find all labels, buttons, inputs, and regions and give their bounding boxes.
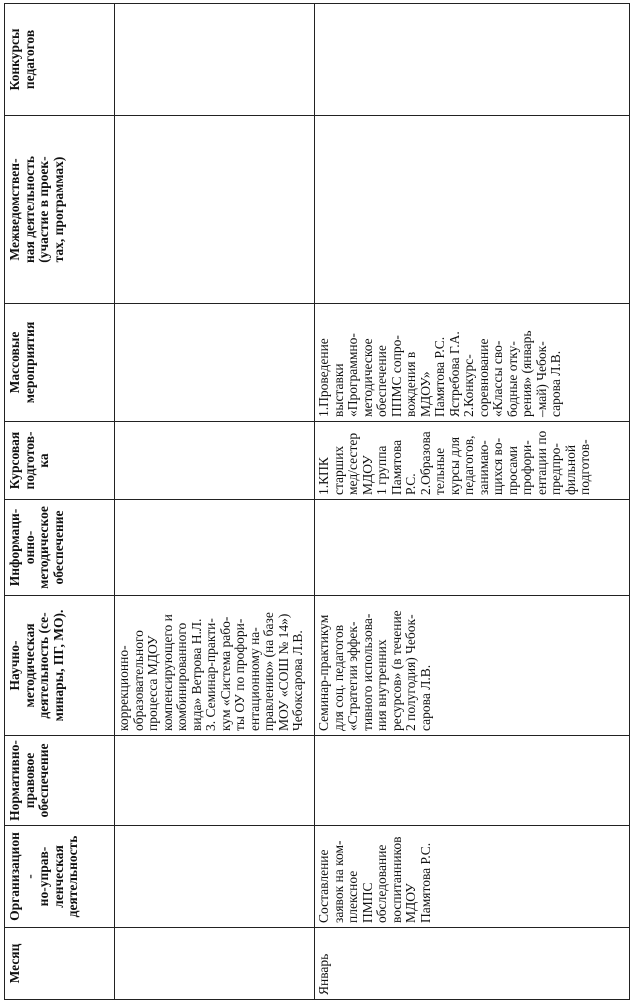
cell-sci: коррекционно- образовательного процесса МДОУ компенсирующего и комбинированного вида» Ветрова Н.Л. 3. Семинар-практи- кум «Система рабо- ты ОУ по профори- ентационному на- правлению» (на базе МОУ «СОШ № 14») Чебоксарова Л.В. <box>115 596 315 736</box>
cell-mass <box>115 304 315 422</box>
cell-course: 1.КПК старших мед/сестер МДОУ 1 группа Памятова Р.С. 2.Образова тельные курсы для педагогов, занимаю- щихся во- просами профори- ентации по предпро- фильной подготов- <box>315 422 630 500</box>
header-sci: Научно- методическая деятельность (се- минары, ПГ, МО). <box>5 596 115 736</box>
header-info: Информаци- онно- методическое обеспечение <box>5 500 115 596</box>
header-row <box>5 4 115 1000</box>
cell-contest <box>315 4 630 116</box>
cell-info <box>315 500 630 596</box>
header-month: Месяц <box>5 928 115 1000</box>
header-inter: Межведомствен- ная деятельность (участие в проек- тах, программах) <box>5 116 115 304</box>
table-row <box>315 4 630 1000</box>
header-norm: Нормативно- правовое обеспечение <box>5 736 115 826</box>
cell-org: Составление заявок на ком- плексное ПМПС обследование воспитанников МДОУ Памятова Р.С. <box>315 826 630 928</box>
header-org: Организацион- но-управ- ленческая деятельность <box>5 826 115 928</box>
header-course: Курсовая подготов- ка <box>5 422 115 500</box>
cell-org <box>115 826 315 928</box>
cell-inter <box>315 116 630 304</box>
header-contest: Конкурсы педагогов <box>5 4 115 116</box>
cell-norm <box>115 736 315 826</box>
cell-course <box>115 422 315 500</box>
plan-table <box>4 3 630 1000</box>
cell-mass: 1.Проведение выставки «Программно- методическое обеспечение ППМС сопро- вождения в МДОУ» Памятова Р.С. Ястребова Г.А. 2.Конкурс- соревнование «Классы сво- бодные отку- рения» (январь –май) Чебок- сарова Л.В. <box>315 304 630 422</box>
cell-info <box>115 500 315 596</box>
header-mass: Массовые мероприятия <box>5 304 115 422</box>
table-row <box>115 4 315 1000</box>
cell-norm <box>315 736 630 826</box>
cell-sci: Семинар-практикум для соц. педагогов «Стратегии эффек- тивного использова- ния внутренних ресурсов» (в течение 2 полугодия) Чебок- сарова Л.В. <box>315 596 630 736</box>
cell-inter <box>115 116 315 304</box>
cell-month <box>115 928 315 1000</box>
cell-month: Январь <box>315 928 630 1000</box>
cell-contest <box>115 4 315 116</box>
